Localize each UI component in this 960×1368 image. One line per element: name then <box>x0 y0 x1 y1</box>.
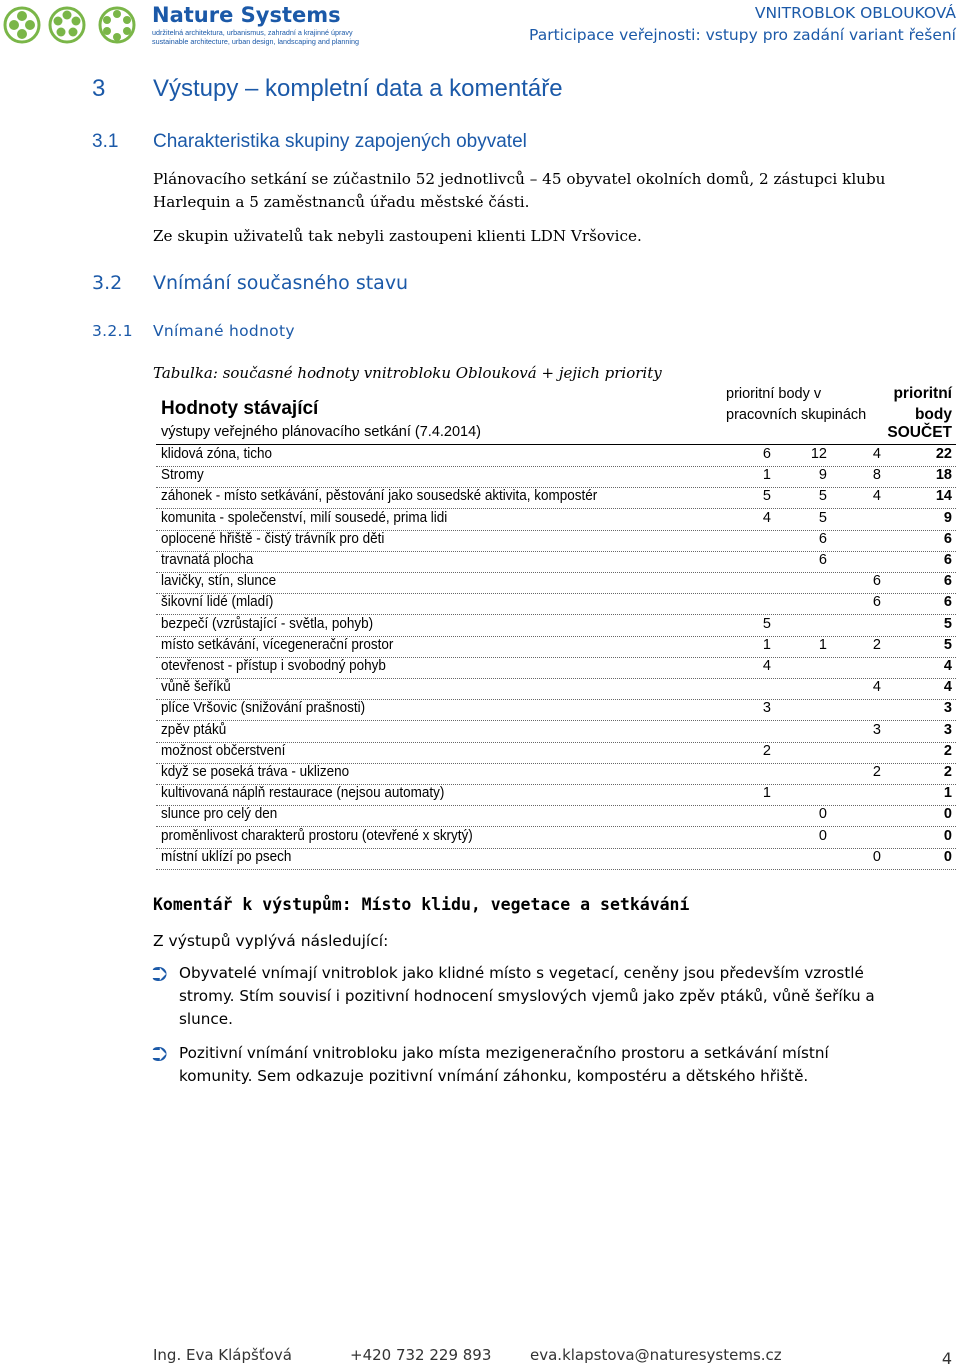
row-value-sum: 4 <box>943 679 952 696</box>
subsection-3-2-1-number: 3.2.1 <box>92 322 133 340</box>
table-caption: Tabulka: současné hodnoty vnitrobloku Oblouková + jejich priority <box>153 364 662 382</box>
row-value-group-1: 1 <box>762 467 771 484</box>
table-row <box>156 742 956 764</box>
row-value-group-1: 5 <box>762 488 771 505</box>
bullet-arrow-icon: ⮊ <box>152 1042 168 1066</box>
table-row <box>156 509 956 531</box>
row-value-group-3: 4 <box>872 446 881 462</box>
table-row <box>156 487 956 509</box>
row-value-group-2: 9 <box>818 467 827 484</box>
table-header-priority-groups <box>726 384 866 426</box>
table-row <box>156 636 956 658</box>
row-value-sum: 1 <box>943 785 952 802</box>
table-row <box>156 699 956 721</box>
row-value-sum: 0 <box>943 806 952 823</box>
row-label: slunce pro celý den <box>161 806 278 823</box>
bullet-1-line1: Obyvatelé vnímají vnitroblok jako klidné místo s vegetací, ceněny jsou především vzrostlé <box>179 964 864 982</box>
section-number: 3 <box>92 75 106 102</box>
section-title: Výstupy – kompletní data a komentáře <box>153 75 563 102</box>
row-value-group-3: 4 <box>872 488 881 505</box>
bullet-2-line2: komunity. Sem odkazuje pozitivní vnímání záhonku, kompostéru a dětského hřiště. <box>179 1067 809 1085</box>
page-number: 4 <box>941 1349 952 1368</box>
row-value-group-1: 1 <box>762 636 771 653</box>
row-value-group-3: 6 <box>872 594 881 611</box>
table-header-source: výstupy veřejného plánovacího setkání (7.4.2014) <box>161 424 482 440</box>
bullet-arrow-icon: ⮊ <box>152 962 168 986</box>
table-row <box>156 445 956 467</box>
row-value-group-3: 3 <box>872 721 881 738</box>
row-value-sum: 3 <box>943 721 952 738</box>
row-value-group-3: 6 <box>872 573 881 590</box>
row-value-group-1: 4 <box>762 658 771 674</box>
footer-author: Ing. Eva Klápšťová <box>153 1346 292 1364</box>
row-label: proměnlivost charakterů prostoru (otevřené x skrytý) <box>161 827 473 844</box>
table-header-sum-line2: body <box>914 406 952 423</box>
table-row <box>156 721 956 743</box>
row-label: šikovní lidé (mladí) <box>161 594 274 611</box>
document-title: VNITROBLOK OBLOUKOVÁ <box>754 4 956 22</box>
bullet-1 <box>179 962 959 1031</box>
paragraph-participants-line1: Plánovacího setkání se zúčastnilo 52 jednotlivců – 45 obyvatel okolních domů, 2 zástupci klubu <box>153 170 886 188</box>
table-row <box>156 763 956 785</box>
row-label: záhonek - místo setkávání, pěstování jako sousedské aktivita, kompostér <box>161 488 598 505</box>
table-row <box>156 784 956 806</box>
row-value-group-2: 12 <box>810 446 827 462</box>
row-label: plíce Vršovic (snižování prašnosti) <box>161 700 366 717</box>
row-value-sum: 0 <box>943 827 952 844</box>
table-row <box>156 848 956 870</box>
row-value-group-1: 1 <box>762 785 771 802</box>
subsection-3-2-1-title: Vnímané hodnoty <box>153 322 295 340</box>
row-value-sum: 14 <box>935 488 952 505</box>
row-value-group-2: 0 <box>818 806 827 823</box>
row-value-sum: 5 <box>943 615 952 632</box>
table-row <box>156 466 956 488</box>
subsection-3-1-title: Charakteristika skupiny zapojených obyvatel <box>153 131 527 152</box>
brand-title: Nature Systems <box>152 3 341 27</box>
subsection-3-1-number: 3.1 <box>92 131 119 152</box>
bullet-1-line3: slunce. <box>179 1010 233 1028</box>
comment-intro: Z výstupů vyplývá následující: <box>153 932 389 950</box>
row-label: komunita - společenství, milí sousedé, prima lidi <box>161 509 448 526</box>
table-header-main: Hodnoty stávající <box>161 398 319 419</box>
row-value-sum: 4 <box>943 658 952 674</box>
row-value-group-2: 5 <box>818 509 827 526</box>
row-value-group-1: 3 <box>762 700 771 717</box>
row-label: možnost občerstvení <box>161 742 286 759</box>
subsection-3-2-title: Vnímání současného stavu <box>153 272 409 294</box>
paragraph-missing-groups: Ze skupin uživatelů tak nebyli zastoupeni klienti LDN Vršovice. <box>153 227 642 245</box>
table-row <box>156 572 956 594</box>
row-value-group-3: 2 <box>872 636 881 653</box>
table-header-sum <box>893 383 952 425</box>
row-value-group-3: 8 <box>872 467 881 484</box>
row-value-sum: 6 <box>943 573 952 590</box>
row-value-sum: 6 <box>943 594 952 611</box>
bullet-1-line2: stromy. Stím souvisí i pozitivní hodnocení smyslových vjemů jako zpěv ptáků, vůně šeříku a <box>179 987 875 1005</box>
row-label: vůně šeříků <box>161 679 231 696</box>
row-value-group-1: 2 <box>762 742 771 759</box>
row-value-group-3: 0 <box>872 848 881 865</box>
paragraph-participants-line2: Harlequin a 5 zaměstnanců úřadu městské části. <box>153 193 530 211</box>
comment-title: Komentář k výstupům: Místo klidu, vegetace a setkávání <box>153 895 690 914</box>
table-header-priority-line2: pracovních skupinách <box>726 407 867 423</box>
row-value-sum: 0 <box>943 848 952 865</box>
row-label: když se poseká tráva - uklizeno <box>161 764 350 780</box>
table-row <box>156 593 956 615</box>
table-row <box>156 678 956 700</box>
document-subtitle: Participace veřejnosti: vstupy pro zadání variant řešení <box>529 26 956 44</box>
row-value-group-2: 6 <box>818 530 827 547</box>
table-row <box>156 805 956 827</box>
brand-subtitle-cz: udržitelná architektura, urbanismus, zahradní a krajinné úpravy <box>152 28 353 37</box>
bullet-2 <box>179 1042 959 1088</box>
row-label: klidová zóna, ticho <box>161 446 272 462</box>
brand-subtitle-en: sustainable architecture, urban design, landscaping and planning <box>152 36 359 46</box>
brand-subtitle <box>152 29 359 46</box>
row-label: lavičky, stín, slunce <box>161 573 277 590</box>
row-value-group-3: 4 <box>872 679 881 696</box>
row-label: Stromy <box>161 467 204 484</box>
row-label: místní uklízí po psech <box>161 848 292 865</box>
row-value-sum: 22 <box>935 446 952 462</box>
row-value-sum: 3 <box>943 700 952 717</box>
row-value-sum: 9 <box>943 509 952 526</box>
row-value-group-1: 4 <box>762 509 771 526</box>
row-value-sum: 2 <box>943 742 952 759</box>
table-row <box>156 657 956 679</box>
row-label: travnatá plocha <box>161 552 254 568</box>
footer-phone: +420 732 229 893 <box>350 1346 492 1364</box>
bullet-2-line1: Pozitivní vnímání vnitrobloku jako místa mezigeneračního prostoru a setkávání místní <box>179 1044 829 1062</box>
row-value-group-2: 0 <box>818 827 827 844</box>
table-header-sum-line1: prioritní <box>893 385 952 402</box>
footer-email[interactable]: eva.klapstova@naturesystems.cz <box>530 1346 782 1364</box>
row-value-group-2: 1 <box>818 636 827 653</box>
row-label: bezpečí (vzrůstající - světla, pohyb) <box>161 615 374 632</box>
row-label: oplocené hřiště - čistý trávník pro děti <box>161 530 385 547</box>
row-value-sum: 2 <box>943 764 952 780</box>
subsection-3-2-number: 3.2 <box>92 272 123 294</box>
table-row <box>156 615 956 637</box>
row-value-sum: 5 <box>943 636 952 653</box>
row-label: kultivovaná náplň restaurace (nejsou automaty) <box>161 785 445 802</box>
row-label: zpěv ptáků <box>161 721 227 738</box>
table-header-priority-line1: prioritní body v <box>726 386 822 402</box>
table-row <box>156 551 956 573</box>
row-value-sum: 6 <box>943 552 952 568</box>
row-value-group-1: 5 <box>762 615 771 632</box>
row-label: otevřenost - přístup i svobodný pohyb <box>161 658 386 674</box>
table-row <box>156 827 956 849</box>
row-label: místo setkávání, vícegenerační prostor <box>161 636 394 653</box>
row-value-group-1: 6 <box>762 446 771 462</box>
row-value-group-2: 5 <box>818 488 827 505</box>
row-value-sum: 6 <box>943 530 952 547</box>
logo-flowers <box>0 2 145 48</box>
table-row <box>156 530 956 552</box>
row-value-group-2: 6 <box>818 552 827 568</box>
row-value-group-3: 2 <box>872 764 881 780</box>
row-value-sum: 18 <box>935 467 952 484</box>
table-header-sum-label: SOUČET <box>887 424 952 441</box>
